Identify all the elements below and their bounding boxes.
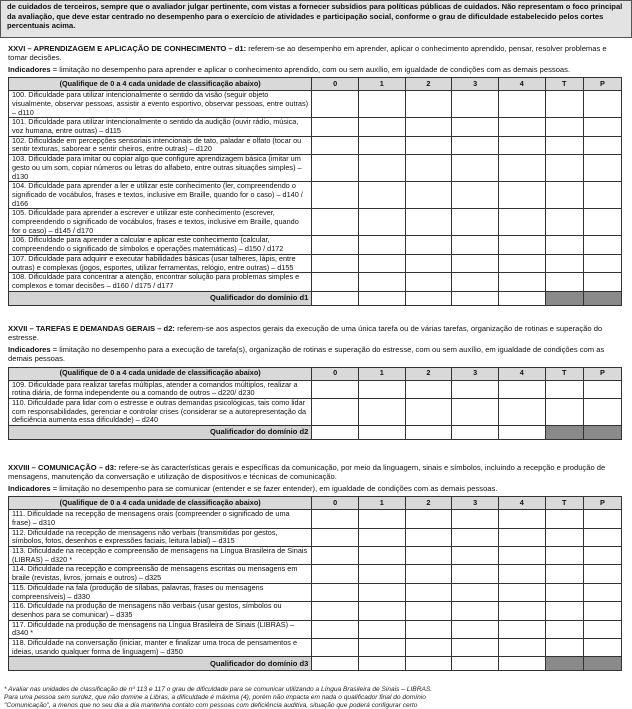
qualifier-cell[interactable] (452, 426, 499, 440)
score-cell-0[interactable] (312, 547, 359, 565)
intro-text: de cuidados de terceiros, sempre que o avaliador julgar pertinente, com vistas a fornecer subsídios para políticas públicas de cuidados. Não representam o foco principal da avaliação, que deve estar centrado no desempenho para o exercício de atividades e participação social, conforme o grau de dificuldade estabelecido pelos cortes percentuais acima. (7, 2, 623, 30)
item-description: 111. Dificuldade na recepção de mensagens orais (compreender o significado de uma frase) – d310 (9, 510, 312, 528)
score-cell-p[interactable] (583, 236, 621, 254)
section-description: referem-se aos aspectos gerais da execução de uma única tarefa ou de várias tarefas, organização de rotinas e superação do estresse. (8, 324, 603, 343)
score-cell-2[interactable] (405, 91, 452, 118)
score-cell-4[interactable] (498, 565, 545, 583)
item-description: 106. Dificuldade para aprender a calcular e aplicar este conhecimento (calcular, compreendendo o significado de símbolos e operações matemáticas) – d150 / d172 (9, 236, 312, 254)
section-title: XXVIII – COMUNICAÇÃO – d3: (8, 463, 117, 472)
section-description: refere-se às características gerais e específicas da comunicação, por meio da linguagem, sinais e símbolos, incluindo a recepção e produção de mensagens, manutenção da conversação e utilização de dispositivos e técnicas de comunicação. (8, 463, 606, 482)
item-description: 109. Dificuldade para realizar tarefas múltiplas, atender a comandos múltiplos, realizar a rotina diária, de forma independente ou a comando de outros – d220/ d230 (9, 380, 312, 398)
score-cell-1[interactable] (358, 118, 405, 136)
score-cell-4[interactable] (498, 583, 545, 601)
score-cell-t[interactable] (545, 510, 583, 528)
score-cell-2[interactable] (405, 236, 452, 254)
qualifier-cell[interactable] (405, 426, 452, 440)
score-cell-p[interactable] (583, 273, 621, 291)
score-cell-3[interactable] (452, 510, 499, 528)
score-cell-t[interactable] (545, 399, 583, 426)
score-cell-2[interactable] (405, 254, 452, 272)
qualifier-shaded-cell (583, 426, 621, 440)
column-header-3: 3 (452, 78, 499, 91)
item-description: 103. Dificuldade para imitar ou copiar algo que configure aprendizagem básica (imitar um gesto ou um som, copiar números ou letras do alfabeto, entre outras situações simples) – d130 (9, 155, 312, 182)
score-instruction-header: (Qualifique de 0 a 4 cada unidade de classificação abaixo) (9, 497, 312, 510)
column-header-2: 2 (405, 367, 452, 380)
score-cell-3[interactable] (452, 273, 499, 291)
assessment-table-d1 (8, 77, 622, 305)
score-cell-3[interactable] (452, 136, 499, 154)
score-cell-4[interactable] (498, 118, 545, 136)
score-cell-1[interactable] (358, 510, 405, 528)
score-cell-1[interactable] (358, 182, 405, 209)
score-cell-2[interactable] (405, 602, 452, 620)
score-cell-4[interactable] (498, 620, 545, 638)
section-description: referem-se ao desempenho em aprender, aplicar o conhecimento aprendido, pensar, resolver problemas e tomar decisões. (8, 44, 607, 63)
score-cell-0[interactable] (312, 118, 359, 136)
qualifier-row (9, 291, 622, 305)
score-cell-p[interactable] (583, 118, 621, 136)
domain-qualifier-label: Qualificador do domínio d2 (9, 426, 312, 440)
score-cell-t[interactable] (545, 209, 583, 236)
score-cell-2[interactable] (405, 136, 452, 154)
score-cell-2[interactable] (405, 639, 452, 657)
item-description: 105. Dificuldade para aprender a escrever e utilizar este conhecimento (escrever, compreendendo o significado de vocábulos, frases e textos, inclusive em Braille, quando for o caso) – d145 / d170 (9, 209, 312, 236)
score-cell-p[interactable] (583, 91, 621, 118)
footnote-line: Para uma pessoa sem surdez, que não domine a Libras, a dificuldade é máxima (4), porém não impacta em nada o qualificador final do domínio (4, 693, 426, 701)
table-row (9, 528, 622, 546)
qualifier-cell[interactable] (312, 291, 359, 305)
score-cell-2[interactable] (405, 583, 452, 601)
intro-paragraph (0, 0, 632, 38)
item-description: 104. Dificuldade para aprender a ler e utilizar este conhecimento (ler, compreendendo o significado de vocábulos, frases e textos, inclusive em Braille, quando for o caso) – d140 / d166 (9, 182, 312, 209)
score-cell-p[interactable] (583, 254, 621, 272)
score-cell-4[interactable] (498, 91, 545, 118)
table-row (9, 380, 622, 398)
column-header-4: 4 (498, 497, 545, 510)
table-row (9, 91, 622, 118)
score-cell-t[interactable] (545, 182, 583, 209)
qualifier-cell[interactable] (452, 291, 499, 305)
score-cell-p[interactable] (583, 380, 621, 398)
score-cell-t[interactable] (545, 602, 583, 620)
score-cell-p[interactable] (583, 510, 621, 528)
qualifier-shaded-cell (545, 291, 583, 305)
column-header-1: 1 (358, 367, 405, 380)
table-header-row (9, 78, 622, 91)
table-row (9, 236, 622, 254)
qualifier-cell[interactable] (312, 426, 359, 440)
column-header-1: 1 (358, 78, 405, 91)
indicators-text: = limitação no desempenho para a execução de tarefa(s), organização de rotinas e superação do estresse, com ou sem auxílio, em igualdade de condições com as demais pessoas. (8, 344, 605, 364)
score-cell-1[interactable] (358, 273, 405, 291)
table-row (9, 254, 622, 272)
score-cell-p[interactable] (583, 528, 621, 546)
item-description: 110. Dificuldade para lidar com o estresse e outras demandas psicológicas, tais como lidar com responsabilidades, gerenciar e controlar crises (considerar se a autorepresentação da deficiência aumenta essa dificuldade) – d240 (9, 399, 312, 426)
column-header-0: 0 (312, 497, 359, 510)
score-cell-3[interactable] (452, 399, 499, 426)
item-description: 115. Dificuldade na fala (produção de sílabas, palavras, frases ou mensagens compreensíveis) – d330 (9, 583, 312, 601)
column-header-4: 4 (498, 367, 545, 380)
score-cell-0[interactable] (312, 380, 359, 398)
section-d1 (8, 44, 622, 306)
item-description: 117. Dificuldade na produção de mensagens na Língua Brasileira de Sinais (LIBRAS) – d340 * (9, 620, 312, 638)
indicators-label: Indicadores (8, 483, 51, 493)
score-cell-4[interactable] (498, 380, 545, 398)
qualifier-shaded-cell (583, 291, 621, 305)
item-description: 101. Dificuldade para utilizar intencionalmente o sentido da audição (ouvir rádio, música, voz humana, entre outras) – d115 (9, 118, 312, 136)
score-cell-p[interactable] (583, 565, 621, 583)
score-cell-t[interactable] (545, 155, 583, 182)
score-cell-1[interactable] (358, 155, 405, 182)
item-description: 107. Dificuldade para adquirir e executar habilidades básicas (usar talheres, lápis, entre outras) e complexas (jogos, esportes, utilizar ferramentas, relógio, entre outras) – d155 (9, 254, 312, 272)
column-header-3: 3 (452, 367, 499, 380)
table-row (9, 399, 622, 426)
score-cell-3[interactable] (452, 118, 499, 136)
table-row (9, 182, 622, 209)
score-cell-1[interactable] (358, 136, 405, 154)
table-header-row (9, 497, 622, 510)
score-cell-3[interactable] (452, 91, 499, 118)
column-header-0: 0 (312, 78, 359, 91)
score-cell-t[interactable] (545, 547, 583, 565)
column-header-t: T (545, 497, 583, 510)
column-header-2: 2 (405, 78, 452, 91)
score-cell-4[interactable] (498, 547, 545, 565)
column-header-t: T (545, 367, 583, 380)
qualifier-cell[interactable] (452, 657, 499, 671)
score-cell-3[interactable] (452, 547, 499, 565)
item-description: 102. Dificuldade em percepções sensoriais intencionais de tato, paladar e olfato (tocar ou sentir texturas, saborear e sentir cheiros, entre outras) – d120 (9, 136, 312, 154)
item-description: 108. Dificuldade para concentrar a atenção, encontrar solução para problemas simples e complexos e tomar decisões – d160 / d175 / d177 (9, 273, 312, 291)
score-cell-0[interactable] (312, 510, 359, 528)
score-cell-t[interactable] (545, 380, 583, 398)
table-row (9, 136, 622, 154)
score-cell-p[interactable] (583, 583, 621, 601)
score-cell-p[interactable] (583, 602, 621, 620)
column-header-2: 2 (405, 497, 452, 510)
score-cell-2[interactable] (405, 399, 452, 426)
column-header-1: 1 (358, 497, 405, 510)
score-cell-p[interactable] (583, 547, 621, 565)
score-cell-4[interactable] (498, 602, 545, 620)
table-row (9, 273, 622, 291)
score-cell-0[interactable] (312, 528, 359, 546)
item-description: 113. Dificuldade na recepção e compreensão de mensagens na Língua Brasileira de Sinais (LIBRAS) – d320 * (9, 547, 312, 565)
score-cell-2[interactable] (405, 565, 452, 583)
indicators-label: Indicadores (8, 64, 51, 74)
score-cell-2[interactable] (405, 209, 452, 236)
score-cell-2[interactable] (405, 273, 452, 291)
score-cell-1[interactable] (358, 380, 405, 398)
domain-qualifier-label: Qualificador do domínio d1 (9, 291, 312, 305)
score-cell-2[interactable] (405, 528, 452, 546)
score-cell-1[interactable] (358, 209, 405, 236)
score-cell-p[interactable] (583, 155, 621, 182)
qualifier-cell[interactable] (498, 657, 545, 671)
qualifier-cell[interactable] (312, 657, 359, 671)
column-header-3: 3 (452, 497, 499, 510)
score-cell-1[interactable] (358, 565, 405, 583)
score-cell-1[interactable] (358, 620, 405, 638)
score-cell-3[interactable] (452, 254, 499, 272)
qualifier-cell[interactable] (358, 291, 405, 305)
score-cell-0[interactable] (312, 620, 359, 638)
score-cell-4[interactable] (498, 639, 545, 657)
column-header-0: 0 (312, 367, 359, 380)
indicators-text: = limitação no desempenho para se comunicar (entender e se fazer entender), em igualdade de condições com as demais pessoas. (50, 483, 498, 493)
qualifier-cell[interactable] (498, 291, 545, 305)
score-cell-0[interactable] (312, 639, 359, 657)
score-cell-4[interactable] (498, 528, 545, 546)
score-cell-0[interactable] (312, 583, 359, 601)
table-row (9, 118, 622, 136)
qualifier-cell[interactable] (498, 426, 545, 440)
score-cell-0[interactable] (312, 273, 359, 291)
score-cell-0[interactable] (312, 399, 359, 426)
score-cell-3[interactable] (452, 565, 499, 583)
assessment-table-d2 (8, 367, 622, 441)
score-cell-1[interactable] (358, 528, 405, 546)
table-row (9, 583, 622, 601)
score-cell-4[interactable] (498, 236, 545, 254)
score-cell-4[interactable] (498, 399, 545, 426)
score-cell-p[interactable] (583, 209, 621, 236)
score-cell-3[interactable] (452, 380, 499, 398)
score-cell-0[interactable] (312, 602, 359, 620)
score-cell-2[interactable] (405, 118, 452, 136)
qualifier-shaded-cell (583, 657, 621, 671)
score-cell-3[interactable] (452, 620, 499, 638)
score-cell-p[interactable] (583, 399, 621, 426)
score-cell-1[interactable] (358, 236, 405, 254)
table-row (9, 639, 622, 657)
score-cell-0[interactable] (312, 254, 359, 272)
score-cell-3[interactable] (452, 528, 499, 546)
footnote (4, 686, 626, 709)
footnote-line: "Comunicação", a menos que no seu dia a dia mantenha contato com pessoas com deficiência auditiva, situação que poderá configurar certo (4, 701, 418, 709)
score-cell-1[interactable] (358, 399, 405, 426)
score-cell-3[interactable] (452, 583, 499, 601)
assessment-table-d3 (8, 496, 622, 671)
score-cell-4[interactable] (498, 136, 545, 154)
qualifier-shaded-cell (545, 657, 583, 671)
score-cell-1[interactable] (358, 583, 405, 601)
column-header-p: P (583, 78, 621, 91)
score-cell-0[interactable] (312, 209, 359, 236)
column-header-p: P (583, 497, 621, 510)
indicators-text: = limitação no desempenho para aprender e aplicar o conhecimento aprendido, com ou sem auxílio, em igualdade de condições com as demais pessoas. (50, 64, 571, 74)
score-cell-2[interactable] (405, 510, 452, 528)
score-cell-3[interactable] (452, 209, 499, 236)
score-instruction-header: (Qualifique de 0 a 4 cada unidade de classificação abaixo) (9, 367, 312, 380)
column-header-p: P (583, 367, 621, 380)
qualifier-cell[interactable] (358, 657, 405, 671)
score-cell-t[interactable] (545, 236, 583, 254)
table-row (9, 510, 622, 528)
score-cell-t[interactable] (545, 136, 583, 154)
score-cell-0[interactable] (312, 136, 359, 154)
score-cell-3[interactable] (452, 639, 499, 657)
score-cell-2[interactable] (405, 547, 452, 565)
qualifier-cell[interactable] (405, 657, 452, 671)
table-row (9, 209, 622, 236)
score-cell-0[interactable] (312, 155, 359, 182)
score-cell-2[interactable] (405, 155, 452, 182)
score-cell-1[interactable] (358, 639, 405, 657)
score-cell-2[interactable] (405, 182, 452, 209)
table-row (9, 547, 622, 565)
indicators-label: Indicadores (8, 344, 51, 354)
item-description: 100. Dificuldade para utilizar intencionalmente o sentido da visão (seguir objeto visualmente, observar pessoas, assistir a evento esportivo, observar pessoas, entre outras) – d110 (9, 91, 312, 118)
score-cell-4[interactable] (498, 155, 545, 182)
score-cell-1[interactable] (358, 602, 405, 620)
column-header-4: 4 (498, 78, 545, 91)
score-cell-1[interactable] (358, 91, 405, 118)
item-description: 118. Dificuldade na conversação (iniciar, manter e finalizar uma troca de pensamentos e ideias, usando qualquer forma de linguagem) – d350 (9, 639, 312, 657)
score-cell-t[interactable] (545, 565, 583, 583)
score-cell-t[interactable] (545, 91, 583, 118)
item-description: 116. Dificuldade na produção de mensagens não verbais (usar gestos, símbolos ou desenhos para se comunicar) – d335 (9, 602, 312, 620)
score-cell-t[interactable] (545, 583, 583, 601)
score-cell-p[interactable] (583, 182, 621, 209)
score-instruction-header: (Qualifique de 0 a 4 cada unidade de classificação abaixo) (9, 78, 312, 91)
score-cell-2[interactable] (405, 380, 452, 398)
qualifier-shaded-cell (545, 426, 583, 440)
score-cell-0[interactable] (312, 236, 359, 254)
table-row (9, 620, 622, 638)
score-cell-0[interactable] (312, 182, 359, 209)
table-row (9, 155, 622, 182)
domain-qualifier-label: Qualificador do domínio d3 (9, 657, 312, 671)
qualifier-cell[interactable] (405, 291, 452, 305)
section-d3 (8, 463, 622, 671)
score-cell-p[interactable] (583, 620, 621, 638)
score-cell-1[interactable] (358, 254, 405, 272)
column-header-t: T (545, 78, 583, 91)
table-row (9, 565, 622, 583)
item-description: 114. Dificuldade na recepção e compreensão de mensagens escritas ou mensagens em braile (revistas, livros, jornais e outros) – d325 (9, 565, 312, 583)
score-cell-p[interactable] (583, 136, 621, 154)
footnote-line: * Avaliar nas unidades de classificação de nº 113 e 117 o grau de dificuldade para se comunicar utilizando a Língua Brasileira de Sinais – LIBRAS. (4, 686, 433, 693)
score-cell-4[interactable] (498, 254, 545, 272)
score-cell-p[interactable] (583, 639, 621, 657)
score-cell-3[interactable] (452, 182, 499, 209)
score-cell-4[interactable] (498, 273, 545, 291)
table-header-row (9, 367, 622, 380)
qualifier-row (9, 426, 622, 440)
score-cell-4[interactable] (498, 510, 545, 528)
score-cell-3[interactable] (452, 236, 499, 254)
section-title: XXVI – APRENDIZAGEM E APLICAÇÃO DE CONHECIMENTO – d1: (8, 44, 247, 53)
score-cell-3[interactable] (452, 602, 499, 620)
score-cell-3[interactable] (452, 155, 499, 182)
section-d2 (8, 324, 622, 440)
score-cell-4[interactable] (498, 209, 545, 236)
qualifier-cell[interactable] (358, 426, 405, 440)
score-cell-t[interactable] (545, 528, 583, 546)
item-description: 112. Dificuldade na recepção de mensagens não verbais (transmitidas por gestos, símbolos, fotos, desenhos e expressões faciais, leitura labial) – d315 (9, 528, 312, 546)
score-cell-0[interactable] (312, 565, 359, 583)
score-cell-0[interactable] (312, 91, 359, 118)
score-cell-2[interactable] (405, 620, 452, 638)
score-cell-t[interactable] (545, 273, 583, 291)
qualifier-row (9, 657, 622, 671)
table-row (9, 602, 622, 620)
score-cell-4[interactable] (498, 182, 545, 209)
score-cell-t[interactable] (545, 639, 583, 657)
score-cell-t[interactable] (545, 118, 583, 136)
score-cell-1[interactable] (358, 547, 405, 565)
section-title: XXVII – TAREFAS E DEMANDAS GERAIS – d2: (8, 324, 175, 333)
score-cell-t[interactable] (545, 620, 583, 638)
score-cell-t[interactable] (545, 254, 583, 272)
